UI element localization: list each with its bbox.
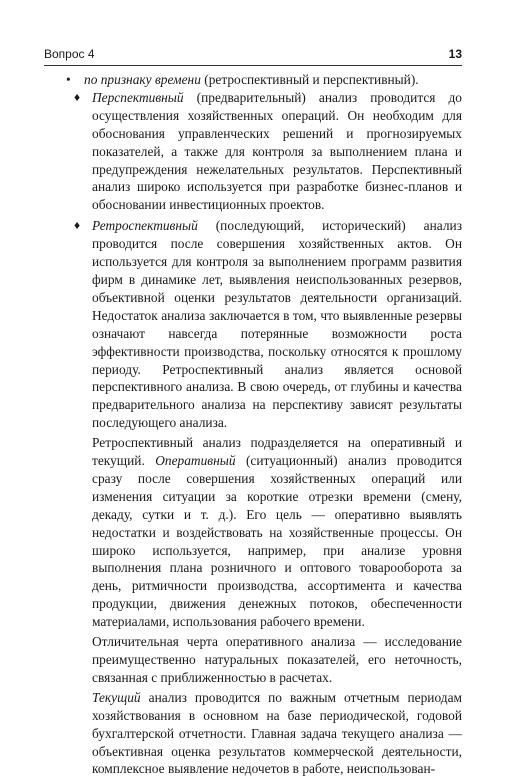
term-retrospective: Ретроспективный [92,218,198,234]
paragraph-lead: Ретроспективный анализ подразделяется на оперативный и текущий. [92,435,462,469]
bullet-diamond-icon: ♦ [74,89,81,104]
paragraph-text: (ситуационный) анализ проводится сразу после совершения хозяйственных операций или изменения ситуации за короткие отрезки времени (смену, декаду, сутки и т. д.). Его цель — оперативно выявлять недостатки и воздействовать на хозяйственные процессы. Он широко используется, например, при анализе уровня выполнения плана розничного и оптового товарооборота за день, ритмичности производства, ассортимента и качества продукции, движения денежных потоков, обеспеченности материалами, использования рабочего времени. [92,453,462,630]
header-rule [44,65,462,66]
list-item-time-criterion [44,71,462,89]
page-body [44,71,462,778]
term-operational: Оперативный [155,453,236,469]
sublist-item-retrospective [44,217,462,432]
paragraph-current [44,689,462,778]
term-time-criterion: по признаку времени [84,72,201,87]
term-perspective: Перспективный [92,89,184,105]
section-title: Вопрос 4 [44,47,95,61]
paragraph-operational [44,434,462,631]
sublist-item-text: (предварительный) анализ проводится до осуществления хозяйственных операций. Он необходим для обоснования управленческих решений и прогнозируемых показателей, а также для контроля за выполнением плана и предупреждения нежелательных результатов. Перспективный анализ широко используется при разработке бизнес-планов и обосновании инвестиционных проектов. [92,89,462,213]
list-item-text: (ретроспективный и перспективный). [200,72,419,87]
page-number: 13 [448,47,462,61]
term-current: Текущий [92,689,141,705]
bullet-dot-icon: • [66,72,71,87]
paragraph-distinctive: Отличительная черта оперативного анализа — исследование преимущественно натуральных показателей, его неточность, связанная с приближенностью в расчетах. [92,634,462,685]
bullet-diamond-icon: ♦ [74,218,81,233]
paragraph-text: анализ проводится по важным отчетным периодам хозяйствования в основном на базе периодической, годовой бухгалтерской отчетности. Главная задача текущего анализа — объективная оценка результатов коммерческой деятельности, комплексное выявление недочетов в работе, неиспользован- [92,689,462,777]
sublist-item-perspective [44,89,462,214]
sublist-item-text: (последующий, исторический) анализ проводится после совершения хозяйственных актов. Он используется для контроля за выполнением программ развития фирм в динамике лет, выявления неиспользованных резервов, объективной оценки результатов деятельности организаций. Недостаток анализа заключается в том, что выявленные резервы означают навсегда потерянные возможности роста эффективности производства, поскольку относятся к прошлому периоду. Ретроспективный анализ является основой перспективного анализа. В свою очередь, от глубины и качества предварительного анализа на перспективу зависят результаты последующего анализа. [92,218,462,431]
